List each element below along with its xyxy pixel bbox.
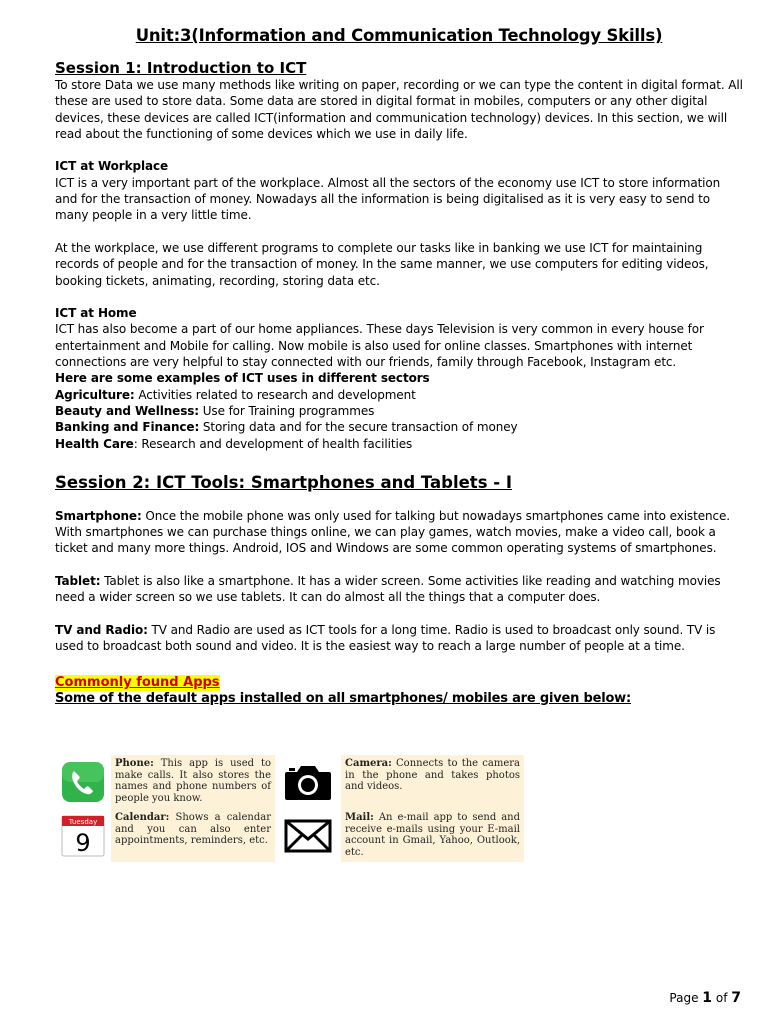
- app-cell-phone: Phone: This app is used to make calls. It also stores the names and phone numbers of people you know.: [55, 755, 275, 809]
- calendar-icon: [61, 815, 105, 857]
- tv-radio-paragraph: TV and Radio: TV and Radio are used as ICT tools for a long time. Radio is used to broadcast only sound. TV is used to broadcast both sound and video. It is the easiest way to reach a large number of people at a time.: [55, 622, 716, 654]
- home-paragraph: ICT has also become a part of our home appliances. These days Television is very common in every house for entertainment and Mobile for calling. Now mobile is also used for online classes. Smartphones with internet connections are very helpful to stay connected with our friends, family through Facebook, Instagram etc.: [55, 322, 704, 370]
- page-number: Page 1 of 7: [669, 990, 741, 1006]
- apps-grid: [55, 755, 524, 862]
- page-title: Unit:3(Information and Communication Technology Skills): [135, 26, 663, 45]
- app-cell-camera: Camera: Connects to the camera in the phone and takes photos and videos.: [275, 755, 524, 809]
- session2-heading: Session 2: ICT Tools: Smartphones and Tablets - I: [55, 472, 512, 492]
- workplace-paragraph-2: At the workplace, we use different programs to complete our tasks like in banking we use ICT for maintaining records of people and for the transaction of money. In the same manner, we use computers for editing videos, booking tickets, animating, recording, storing data etc.: [55, 240, 709, 288]
- session1-heading: Session 1: Introduction to ICT: [55, 59, 307, 77]
- svg-text:9: 9: [75, 828, 91, 857]
- apps-subheading: Some of the default apps installed on all smartphones/ mobiles are given below:: [55, 690, 631, 706]
- example-item: Banking and Finance: Storing data and for the secure transaction of money: [55, 420, 518, 435]
- app-cell-calendar: Tuesday 9 Calendar: Shows a calendar and you can also enter appointments, reminders, etc.: [55, 809, 275, 862]
- phone-icon: [61, 761, 105, 803]
- camera-icon: [283, 762, 333, 802]
- app-cell-mail: Mail: An e-mail app to send and receive e-mails using your E-mail account in Gmail, Yahoo, Outlook, etc.: [275, 809, 524, 862]
- home-heading: ICT at Home: [55, 306, 137, 321]
- mail-icon: [284, 819, 332, 853]
- examples-heading: Here are some examples of ICT uses in different sectors: [55, 371, 430, 386]
- tablet-paragraph: Tablet: Tablet is also like a smartphone. It has a wider screen. Some activities like reading and watching movies need a wider screen so we use tablets. It can do almost all the things that a computer does.: [55, 574, 721, 605]
- example-item: Agriculture: Activities related to research and development: [55, 387, 416, 402]
- workplace-heading: ICT at Workplace: [55, 159, 169, 174]
- example-item: Health Care: Research and development of health facilities: [55, 436, 413, 451]
- session1-intro: To store Data we use many methods like writing on paper, recording or we can type the content in digital format. All these are used to store data. Some data are stored in digital format in mobiles, computers or any other digital devices, these devices are called ICT(information and communication technology) devices. In this section, we will read about the functioning of some devices which we use in daily life.: [55, 78, 743, 141]
- document-page: [55, 26, 743, 707]
- apps-heading: Commonly found Apps: [55, 674, 220, 690]
- example-item: Beauty and Wellness: Use for Training programmes: [55, 403, 375, 418]
- svg-text:Tuesday: Tuesday: [68, 817, 98, 826]
- workplace-paragraph-1: ICT is a very important part of the workplace. Almost all the sectors of the economy use ICT to store information and for the transaction of money. Nowadays all the information is being digitalised as it is very easy to send to many people in a very little time.: [55, 175, 721, 223]
- smartphone-paragraph: Smartphone: Once the mobile phone was only used for talking but nowadays smartphones came into existence. With smartphones we can purchase things online, we can play games, watch movies, make a video call, book a ticket and many more things. Android, IOS and Windows are some common operating systems of smartphones.: [55, 508, 730, 556]
